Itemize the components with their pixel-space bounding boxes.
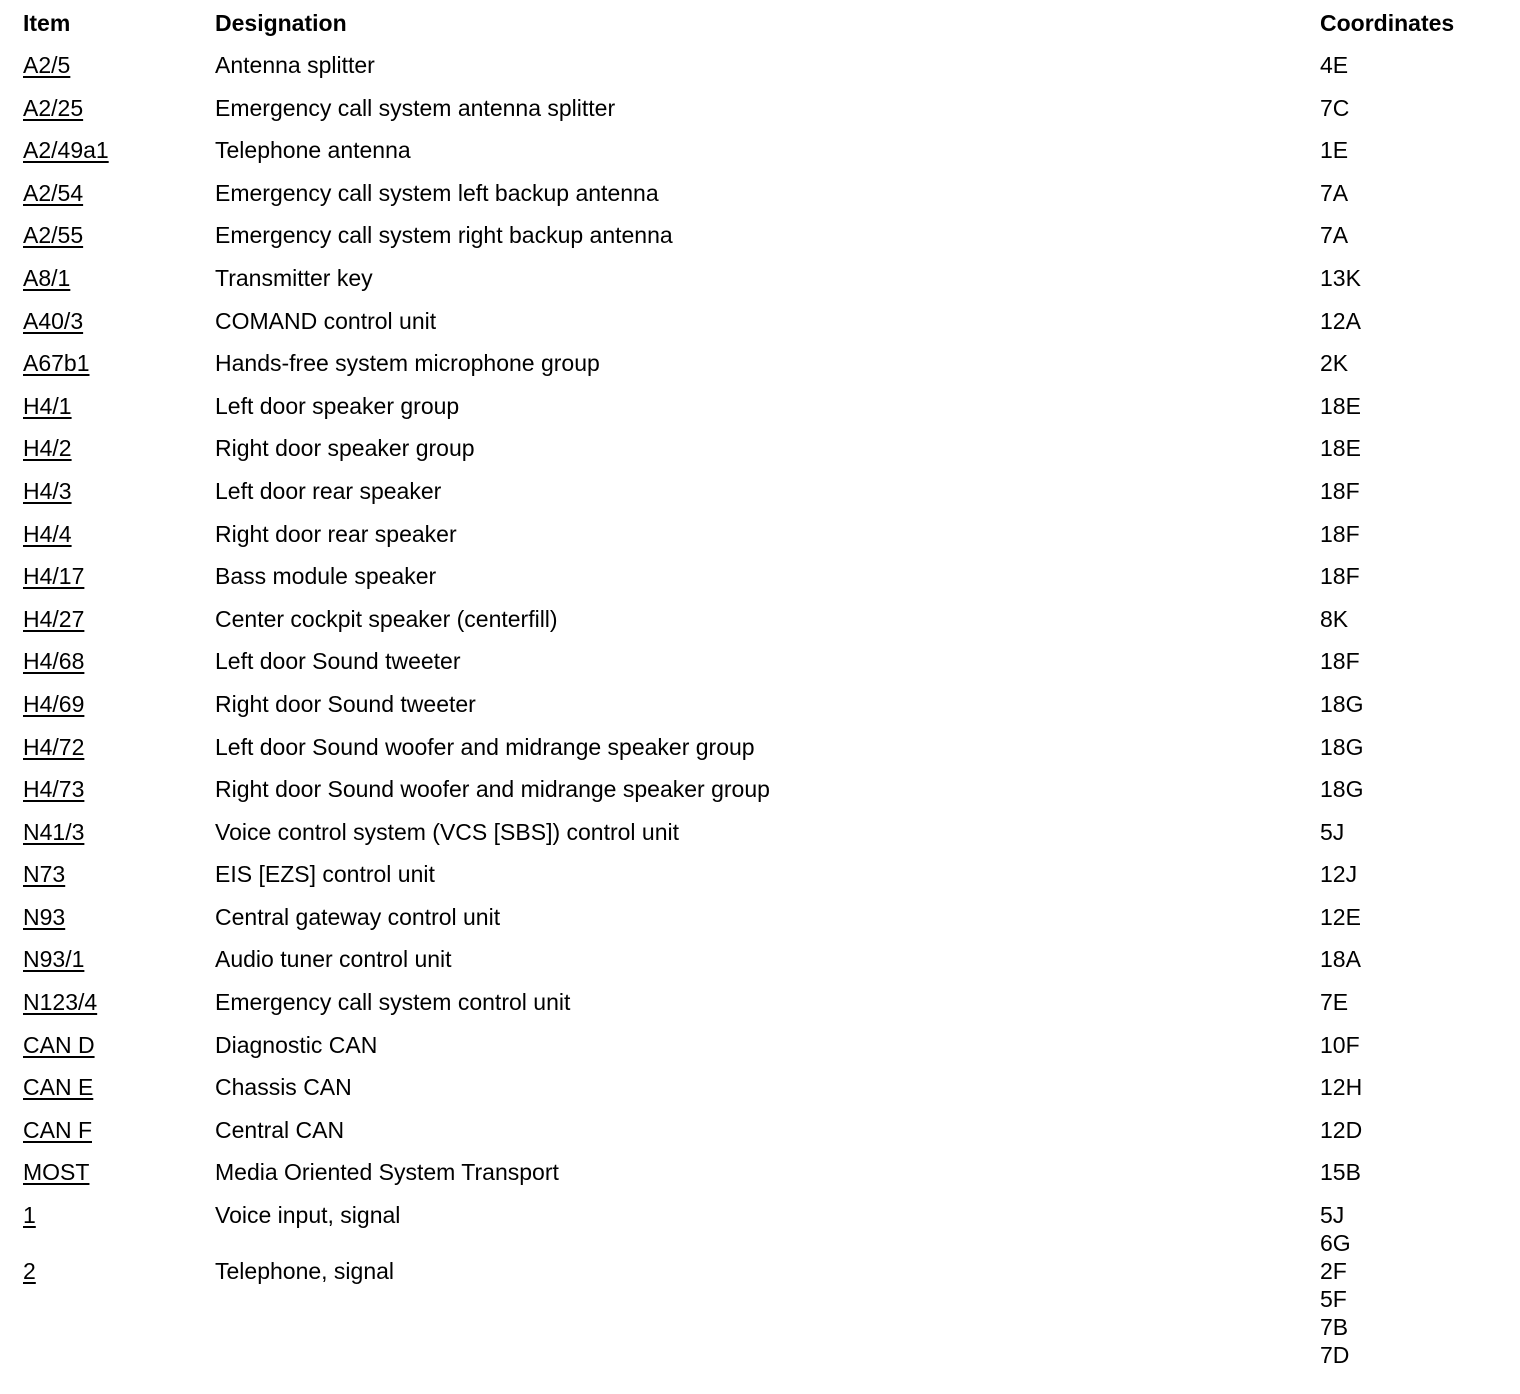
- designation-cell: Diagnostic CAN: [215, 1031, 378, 1058]
- item-link[interactable]: N93: [23, 903, 66, 930]
- coordinate-value: 18F: [1320, 477, 1360, 504]
- item-link[interactable]: A2/25: [23, 94, 84, 121]
- table-row: [23, 1257, 1503, 1369]
- designation-cell: Central gateway control unit: [215, 903, 501, 930]
- coordinates-cell: [1320, 818, 1503, 846]
- item-link[interactable]: A67b1: [23, 350, 90, 377]
- coordinate-value: 7A: [1320, 179, 1349, 206]
- item-cell: [23, 1257, 215, 1285]
- coordinate-value: 10F: [1320, 1031, 1360, 1058]
- designation-cell: Antenna splitter: [215, 52, 375, 78]
- table-row: [23, 945, 1503, 988]
- item-cell: [23, 690, 215, 718]
- designation-cell: Central CAN: [215, 1116, 345, 1143]
- coordinate-value: 2K: [1320, 350, 1349, 377]
- designation-cell: Emergency call system antenna splitter: [215, 94, 616, 121]
- table-row: [23, 434, 1503, 477]
- coordinate-value: 18A: [1320, 946, 1361, 973]
- designation-cell: Telephone antenna: [215, 137, 411, 164]
- coordinate-value: 7D: [1320, 1342, 1350, 1369]
- designation-cell: Hands-free system microphone group: [215, 350, 600, 377]
- item-link[interactable]: N41/3: [23, 818, 85, 845]
- coordinate-value: 18F: [1320, 563, 1360, 590]
- coordinates-cell: [1320, 1201, 1503, 1257]
- table-row: [23, 818, 1503, 861]
- coordinates-cell: [1320, 221, 1503, 249]
- table-row: [23, 647, 1503, 690]
- coordinates-cell: [1320, 349, 1503, 377]
- table-row: [23, 51, 1503, 94]
- coordinates-cell: [1320, 690, 1503, 718]
- coordinates-cell: [1320, 477, 1503, 505]
- designation-cell: Center cockpit speaker (centerfill): [215, 605, 558, 632]
- designation-cell: Voice input, signal: [215, 1202, 401, 1229]
- coordinates-cell: [1320, 179, 1503, 207]
- item-cell: [23, 1116, 215, 1144]
- coordinate-value: 12A: [1320, 307, 1361, 334]
- item-link[interactable]: A2/55: [23, 222, 84, 249]
- table-row: [23, 520, 1503, 563]
- item-link[interactable]: H4/72: [23, 733, 85, 760]
- coordinates-cell: [1320, 605, 1503, 633]
- coordinates-cell: [1320, 1257, 1503, 1369]
- table-row: [23, 264, 1503, 307]
- coordinate-value: 6G: [1320, 1230, 1351, 1257]
- item-cell: [23, 349, 215, 377]
- coordinate-value: 18E: [1320, 435, 1361, 462]
- item-link[interactable]: H4/2: [23, 435, 72, 462]
- designation-cell: Right door Sound tweeter: [215, 690, 476, 717]
- item-link[interactable]: A2/49a1: [23, 137, 109, 164]
- designation-cell: Right door Sound woofer and midrange speaker group: [215, 776, 770, 803]
- item-link[interactable]: A2/5: [23, 52, 71, 78]
- item-cell: [23, 221, 215, 249]
- table-row: [23, 221, 1503, 264]
- table-row: [23, 136, 1503, 179]
- coordinate-value: 8K: [1320, 605, 1349, 632]
- coordinate-value: 5J: [1320, 1202, 1345, 1229]
- table-row: [23, 392, 1503, 435]
- coordinate-value: 2F: [1320, 1258, 1347, 1285]
- designation-cell: Chassis CAN: [215, 1074, 352, 1101]
- coordinates-cell: [1320, 392, 1503, 420]
- table-row: [23, 349, 1503, 392]
- coordinate-value: 12H: [1320, 1074, 1363, 1101]
- coordinates-cell: [1320, 307, 1503, 335]
- coordinates-cell: [1320, 647, 1503, 675]
- item-cell: [23, 903, 215, 931]
- item-cell: [23, 647, 215, 675]
- coordinates-cell: [1320, 51, 1503, 79]
- table-row: [23, 179, 1503, 222]
- table-row: [23, 860, 1503, 903]
- designation-cell: Media Oriented System Transport: [215, 1159, 559, 1186]
- coordinates-cell: [1320, 775, 1503, 803]
- coordinate-value: 5F: [1320, 1286, 1347, 1313]
- coordinates-cell: [1320, 903, 1503, 931]
- designation-cell: Audio tuner control unit: [215, 946, 452, 973]
- coordinates-cell: [1320, 1073, 1503, 1101]
- coordinates-cell: [1320, 434, 1503, 462]
- table-header: [23, 9, 1503, 51]
- coordinate-value: 12E: [1320, 903, 1361, 930]
- item-link[interactable]: H4/73: [23, 776, 85, 803]
- coordinate-value: 13K: [1320, 264, 1361, 291]
- item-link[interactable]: A8/1: [23, 264, 71, 291]
- header-coordinates: Coordinates: [1320, 10, 1455, 36]
- table-row: [23, 1031, 1503, 1074]
- item-cell: [23, 605, 215, 633]
- coordinate-value: 4E: [1320, 52, 1349, 78]
- item-cell: [23, 1201, 215, 1229]
- coordinate-value: 18E: [1320, 392, 1361, 419]
- designation-cell: Left door Sound tweeter: [215, 648, 461, 675]
- coordinate-value: 12J: [1320, 861, 1358, 888]
- header-item: Item: [23, 10, 71, 36]
- item-cell: [23, 520, 215, 548]
- designation-cell: Left door Sound woofer and midrange speaker group: [215, 733, 755, 760]
- item-cell: [23, 136, 215, 164]
- table-body: [23, 51, 1503, 1369]
- item-link[interactable]: A2/54: [23, 179, 84, 206]
- coordinate-value: 7A: [1320, 222, 1349, 249]
- coordinates-cell: [1320, 1031, 1503, 1059]
- item-cell: [23, 1073, 215, 1101]
- coordinates-cell: [1320, 733, 1503, 761]
- coordinates-cell: [1320, 136, 1503, 164]
- coordinate-value: 18F: [1320, 520, 1360, 547]
- table-row: [23, 1201, 1503, 1257]
- coordinate-value: 18F: [1320, 648, 1360, 675]
- item-cell: [23, 733, 215, 761]
- item-cell: [23, 477, 215, 505]
- designation-cell: Left door rear speaker: [215, 477, 442, 504]
- table-row: [23, 562, 1503, 605]
- table-row: [23, 733, 1503, 776]
- item-link[interactable]: H4/69: [23, 690, 85, 717]
- designation-cell: Emergency call system left backup antenna: [215, 179, 659, 206]
- item-cell: [23, 1031, 215, 1059]
- table-row: [23, 988, 1503, 1031]
- item-cell: [23, 264, 215, 292]
- item-link[interactable]: CAN F: [23, 1116, 92, 1143]
- item-link[interactable]: N73: [23, 861, 66, 888]
- item-link[interactable]: 2: [23, 1258, 36, 1285]
- coordinates-cell: [1320, 264, 1503, 292]
- coordinate-value: 1E: [1320, 137, 1349, 164]
- coordinates-cell: [1320, 988, 1503, 1016]
- item-cell: [23, 1158, 215, 1186]
- coordinate-value: 12D: [1320, 1116, 1363, 1143]
- coordinate-value: 5J: [1320, 818, 1345, 845]
- designation-cell: Emergency call system control unit: [215, 989, 571, 1016]
- item-cell: [23, 179, 215, 207]
- item-link[interactable]: 1: [23, 1202, 36, 1229]
- designation-cell: Voice control system (VCS [SBS]) control unit: [215, 818, 680, 845]
- coordinate-value: 15B: [1320, 1159, 1361, 1186]
- item-link[interactable]: N123/4: [23, 989, 98, 1016]
- item-cell: [23, 775, 215, 803]
- item-link[interactable]: H4/3: [23, 477, 72, 504]
- item-cell: [23, 392, 215, 420]
- item-cell: [23, 562, 215, 590]
- coordinate-value: 7E: [1320, 989, 1349, 1016]
- item-link[interactable]: H4/27: [23, 605, 85, 632]
- coordinates-cell: [1320, 1158, 1503, 1186]
- table-row: [23, 477, 1503, 520]
- item-cell: [23, 860, 215, 888]
- item-cell: [23, 988, 215, 1016]
- designation-cell: Emergency call system right backup antenna: [215, 222, 673, 249]
- item-link[interactable]: H4/1: [23, 392, 72, 419]
- item-cell: [23, 307, 215, 335]
- table-row: [23, 1158, 1503, 1201]
- item-link[interactable]: CAN E: [23, 1074, 94, 1101]
- table-row: [23, 1073, 1503, 1116]
- designation-cell: EIS [EZS] control unit: [215, 861, 435, 888]
- coordinates-cell: [1320, 945, 1503, 973]
- table-row: [23, 903, 1503, 946]
- header-designation: Designation: [215, 10, 347, 36]
- item-link[interactable]: A40/3: [23, 307, 84, 334]
- table-row: [23, 1116, 1503, 1159]
- item-cell: [23, 51, 215, 79]
- designation-cell: Transmitter key: [215, 264, 373, 291]
- designation-cell: Right door rear speaker: [215, 520, 457, 547]
- coordinates-cell: [1320, 562, 1503, 590]
- table-row: [23, 94, 1503, 137]
- legend-table: [23, 9, 1503, 1369]
- item-link[interactable]: N93/1: [23, 946, 85, 973]
- table-row: [23, 775, 1503, 818]
- item-link[interactable]: MOST: [23, 1159, 90, 1186]
- coordinates-cell: [1320, 1116, 1503, 1144]
- table-row: [23, 307, 1503, 350]
- coordinate-value: 7B: [1320, 1314, 1349, 1341]
- coordinates-cell: [1320, 94, 1503, 122]
- coordinates-cell: [1320, 860, 1503, 888]
- designation-cell: Left door speaker group: [215, 392, 460, 419]
- table-row: [23, 690, 1503, 733]
- item-cell: [23, 434, 215, 462]
- designation-cell: Right door speaker group: [215, 435, 475, 462]
- designation-cell: Telephone, signal: [215, 1258, 395, 1285]
- coordinate-value: 18G: [1320, 733, 1364, 760]
- item-link[interactable]: H4/4: [23, 520, 72, 547]
- item-cell: [23, 818, 215, 846]
- designation-cell: COMAND control unit: [215, 307, 437, 334]
- coordinates-cell: [1320, 520, 1503, 548]
- table-row: [23, 605, 1503, 648]
- designation-cell: Bass module speaker: [215, 563, 437, 590]
- coordinate-value: 7C: [1320, 94, 1350, 121]
- item-link[interactable]: CAN D: [23, 1031, 95, 1058]
- coordinate-value: 18G: [1320, 776, 1364, 803]
- item-cell: [23, 945, 215, 973]
- item-link[interactable]: H4/68: [23, 648, 85, 675]
- coordinate-value: 18G: [1320, 690, 1364, 717]
- item-link[interactable]: H4/17: [23, 563, 85, 590]
- item-cell: [23, 94, 215, 122]
